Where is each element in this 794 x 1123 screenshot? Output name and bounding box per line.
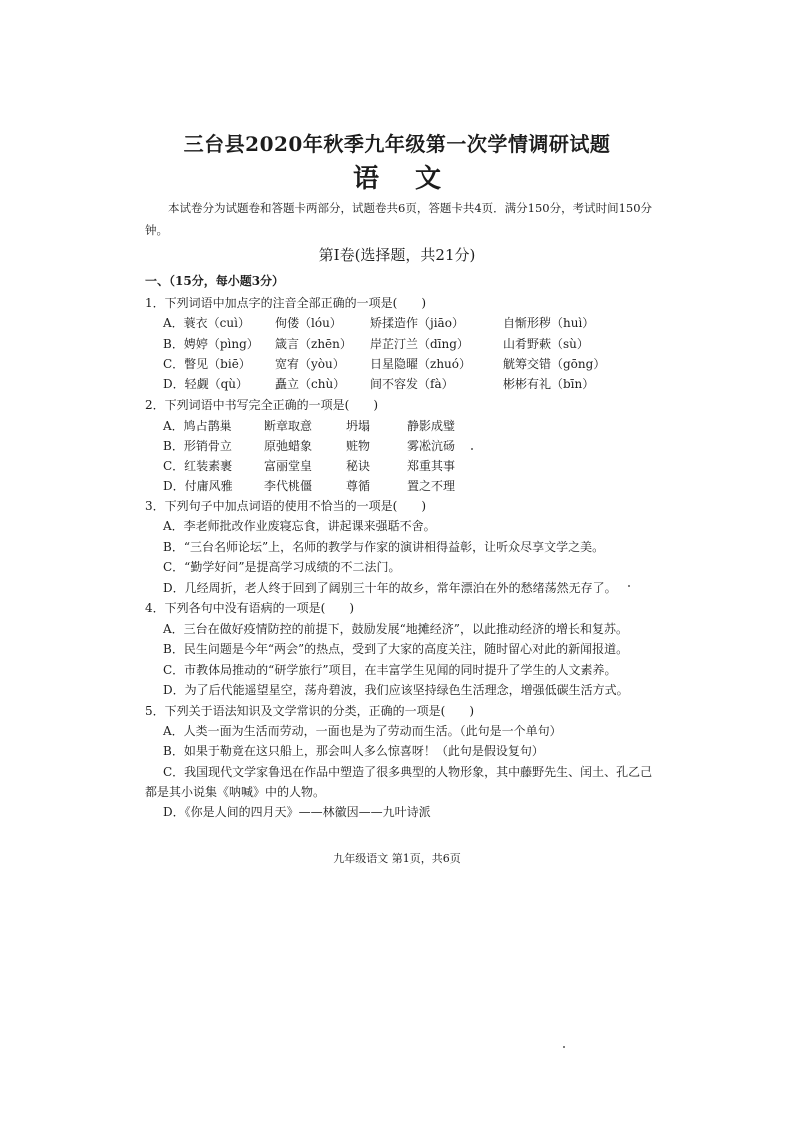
q1-option-d-2: 矗立（chù） <box>275 377 346 391</box>
q3-option-a: A．李老师批改作业废寝忘食，讲起课来强聒不舍。 <box>163 519 436 533</box>
q1-option-b-3: 岸芷汀兰（dīng） <box>370 337 469 351</box>
q1-option-d-1: D．轻觑（qù） <box>163 377 249 391</box>
q1-option-c-2: 宽宥（yòu） <box>275 357 345 371</box>
question-5-stem: 5．下列关于语法知识及文学常识的分类，正确的一项是( ) <box>145 704 475 718</box>
scan-speck <box>563 1046 565 1048</box>
q1-option-a-3: 矫揉造作（jiāo） <box>370 316 464 330</box>
q1-option-b-2: 箴言（zhēn） <box>275 337 352 351</box>
q1-option-c-4: 觥筹交错（gōng） <box>503 357 606 371</box>
q4-option-b: B．民生问题是今年“两会”的热点，受到了大家的高度关注，随时留心对此的新闻报道。 <box>163 642 629 656</box>
q5-option-b: B．如果于勒竟在这只船上，那会叫人多么惊喜呀！（此句是假设复句） <box>163 744 544 758</box>
q5-option-c: C．我国现代文学家鲁迅在作品中塑造了很多典型的人物形象，其中藤野先生、闰土、孔乙己 <box>163 765 653 779</box>
q1-option-c-1: C．瞥见（biē） <box>163 357 251 371</box>
q5-option-a: A．人类一面为生活而劳动，一面也是为了劳动而生活。（此句是一个单句） <box>163 724 562 738</box>
q2-option-b-4: 雾凇沆砀 <box>407 439 456 453</box>
q2-option-a-1: A．鸠占鹊巢 <box>163 419 232 433</box>
q3-option-c: C．“勤学好问”是提高学习成绩的不二法门。 <box>163 560 401 574</box>
q1-option-a-4: 自惭形秽（huì） <box>503 316 595 330</box>
q2-option-b-1: B．形销骨立 <box>163 439 232 453</box>
subject-title: 语文 <box>352 164 477 194</box>
q2-option-c-1: C．红装素裹 <box>163 459 233 473</box>
q1-option-d-3: 间不容发（fà） <box>370 377 454 391</box>
q1-option-c-3: 日星隐曜（zhuó） <box>370 357 472 371</box>
q4-option-c: C．市教体局推动的“研学旅行”项目，在丰富学生见闻的同时提升了学生的人文素养。 <box>163 663 617 677</box>
q2-option-d-2: 李代桃僵 <box>264 479 313 493</box>
q2-option-b-2: 原弛蜡象 <box>264 439 313 453</box>
q2-option-c-3: 秘诀 <box>346 459 371 473</box>
q3-option-d: D．几经周折，老人终于回到了阔别三十年的故乡，常年漂泊在外的愁绪荡然无存了。 <box>163 581 617 595</box>
section-heading: 一、（15分，每小题3分） <box>145 274 285 288</box>
exam-notice: 本试卷分为试题卷和答题卡两部分，试题卷共6页，答题卡共4页．满分150分，考试时间150分钟。 <box>145 201 653 237</box>
q5-option-d: D．《你是人间的四月天》——林徽因——九叶诗派 <box>163 805 431 819</box>
q2-option-c-4: 郑重其事 <box>407 459 456 473</box>
q1-option-d-4: 彬彬有礼（bīn） <box>503 377 595 391</box>
q1-option-a-1: A．蓑衣（cuì） <box>163 316 250 330</box>
question-4-stem: 4．下列各句中没有语病的一项是( ) <box>145 601 354 615</box>
question-2-stem: 2．下列词语中书写完全正确的一项是( ) <box>145 398 378 412</box>
q4-option-a: A．三台在做好疫情防控的前提下，鼓励发展“地摊经济”，以此推动经济的增长和复苏。 <box>163 622 628 636</box>
q2-option-d-3: 尊循 <box>346 479 371 493</box>
q2-option-c-2: 富丽堂皇 <box>264 459 313 473</box>
exam-title: 三台县2020年秋季九年级第一次学情调研试题 <box>183 132 611 156</box>
q1-option-b-1: B．娉婷（pìng） <box>163 337 259 351</box>
q4-option-d: D．为了后代能遥望星空，荡舟碧波，我们应该坚持绿色生活理念，增强低碳生活方式。 <box>163 683 629 697</box>
q2-option-a-2: 断章取意 <box>264 419 313 433</box>
q2-option-a-3: 坍塌 <box>346 419 371 433</box>
scan-speck <box>628 585 630 587</box>
q1-option-a-2: 佝偻（lóu） <box>275 316 342 330</box>
q3-option-b: B．“三台名师论坛”上，名师的教学与作家的演讲相得益彰，让听众尽享文学之美。 <box>163 540 605 554</box>
part-title: 第Ⅰ卷(选择题，共21分) <box>318 246 476 264</box>
question-3-stem: 3．下列句子中加点词语的使用不恰当的一项是( ) <box>145 499 427 513</box>
q2-option-d-1: D．付庸风雅 <box>163 479 233 493</box>
page-footer: 九年级语文 第1页，共6页 <box>333 852 461 865</box>
q5-option-c-continued: 都是其小说集《呐喊》中的人物。 <box>145 785 326 799</box>
q2-option-a-4: 静影成璧 <box>407 419 456 433</box>
scan-speck <box>471 448 473 450</box>
q1-option-b-4: 山肴野蔌（sù） <box>503 337 589 351</box>
q2-option-b-3: 赃物 <box>346 439 371 453</box>
q2-option-d-4: 置之不理 <box>407 479 456 493</box>
question-1-stem: 1．下列词语中加点字的注音全部正确的一项是( ) <box>145 296 427 310</box>
